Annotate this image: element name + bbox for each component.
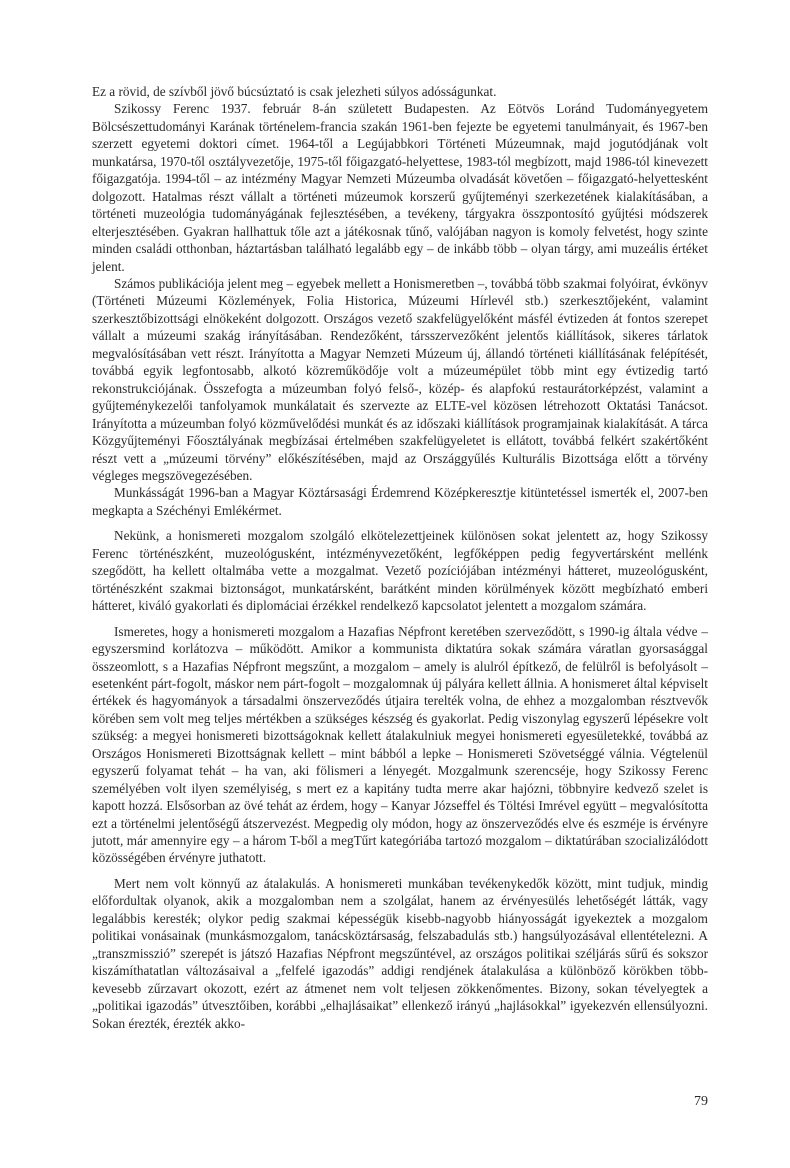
paragraph-reorganization: Ismeretes, hogy a honismereti mozgalom a Hazafias Népfront keretében szerveződött, s 1990-ig általa védve – egyszersmind korlátozva – működött. Amikor a kommunista diktatúra sokak számára váratlan gyorsasággal összeomlott, s a Hazafias Népfront megszűnt, a mozgalom – amely is alulról építkező, de felülről is befolyásolt – esetenként párt-fogolt, máskor nem párt-fogolt – mozgalomnak új pályára kellett állnia. A honismeret által képviselt értékek és hagyományok a társadalmi önszerveződés útjaira terelték volna, de ehhez a mozgalomban résztvevők körében sem volt meg teljes mértékben a szükséges készség és gyakorlat. Pedig viszonylag egyszerű lépésekre volt szükség: a megyei honismereti bizottságoknak kellett átalakulniuk megyei honismereti egyesületekké, továbbá az Országos Honismereti Bizottságnak kellett – mint bábból a lepke – Honismereti Szövetséggé válnia. Végtelenül egyszerű folyamat tehát – ha van, aki fölismeri a lényegét. Mozgalmunk szerencséje, hogy Szikossy Ferenc személyében volt ilyen személyiség, s mert ez a kapitány tudta merre akar hajózni, többnyire kedvező szelet is kapott hozzá. Elsősorban az övé tehát az érdem, hogy – Kanyar Józseffel és Töltési Imrével együtt – megvalósította ezt a történelmi jelentőségű átszervezést. Megpedig oly módon, hogy az önszerveződés elve és eszméje is érvényre jutott, már amennyire egy – a három T-ből a megTűrt kategóriába tartozó mozgalom – diktatúrában szocializálódott közösségében érvényre juthatott. xyxy=(92,623,708,866)
paragraph-biography: Szikossy Ferenc 1937. február 8-án született Budapesten. Az Eötvös Loránd Tudományegyetem Bölcsészettudományi Karának történelem-francia szakán 1961-ben fejezte be egyetemi tanulmányait, és 1967-ben szerzett egyetemi doktori címet. 1964-től a Legújabbkori Történeti Múzeumnak, majd jogutódjának volt munkatársa, 1970-től osztályvezetője, 1975-től főigazgató-helyettese, 1983-tól megbízott, majd 1986-tól kinevezett főigazgatója. 1994-től – az intézmény Magyar Nemzeti Múzeumba olvadását követően – főigazgató-helyettesként dolgozott. Hatalmas részt vállalt a történeti múzeumok korszerű gyűjteményi szerkezetének kialakításában, a történeti muzeológia tudományágának fejlesztésében, a tevékeny, tárgyakra összpontosító gyűjtési módszerek elterjesztésében. Gyakran hallhattuk tőle azt a játékosnak tűnő, valójában nagyon is komoly felvetést, hogy szinte minden családi otthonban, háztartásban található legalább egy – de inkább több – olyan tárgy, ami muzeális értéket jelent. xyxy=(92,101,708,274)
paragraph-transition: Mert nem volt könnyű az átalakulás. A honismereti munkában tevékenykedők között, mint tudjuk, mindig előfordultak olyanok, akik a mozgalomban nem a szolgálat, hanem az érvényesülés lehetőségét látták, vagy legalábbis keresték; olykor pedig szakmai képességük kisebb-nagyobb hiányosságát igyekeztek a mozgalom politikai vonásainak (munkásmozgalom, tanácsköztársaság, felszabadulás stb.) hangsúlyozásával ellentételezni. A „transzmisszió” szerepét is játszó Hazafias Népfront megszűntével, az országos politikai széljárás sűrű és sokszor kiszámíthatatlan változásaival a „felfelé igazodás” addigi rendjének átalakulása a különböző körökben több-kevesebb zűrzavart okozott, ezért az átmenet nem volt teljesen zökkenőmentes. Bizony, sokan tévelyegtek a „politikai igazodás” útvesztőiben, korábbi „elhajlásaikat” ellenkező irányú „hajlásokkal” igyekezvén ellensúlyozni. Sokan érezték, érezték akko- xyxy=(92,875,708,1031)
paragraph-awards: Munkásságát 1996-ban a Magyar Köztársasági Érdemrend Középkeresztje kitüntetéssel ismerték el, 2007-ben megkapta a Széchényi Emlékérmet. xyxy=(92,485,708,518)
paragraph-movement: Nekünk, a honismereti mozgalom szolgáló elkötelezettjeinek különösen sokat jelentett az, hogy Szikossy Ferenc történészként, muzeológusként, intézményvezetőként, legfőképpen pedig fegyvertársként mellénk szegődött, ha kellett oltalmába vette a mozgalmat. Vezető pozíciójában intézményi hátteret, muzeológusként, történészként szakmai biztonságot, munkatársként, barátként minden körülmények között megbízható emberi hátteret, kiváló gyakorlati és diplomáciai érzékkel rendelkező kapcsolatot jelentett a mozgalom számára. xyxy=(92,528,708,614)
page-number: 79 xyxy=(694,1094,708,1109)
text-column xyxy=(92,83,708,1032)
paragraph-publications: Számos publikációja jelent meg – egyebek mellett a Honismeretben –, továbbá több szakmai folyóirat, évkönyv (Történeti Múzeumi Közlemények, Folia Historica, Múzeumi Hírlevél stb.) szerkesztőjeként, valamint szerkesztőbizottsági elnökeként dolgozott. Országos vezető szakfelügyelőként másfél évtizeden át fontos szerepet vállalt a múzeumi szakág irányításában. Rendezőként, társszervezőként jelentős kiállítások, sikeres tárlatok megvalósításában vett részt. Irányította a Magyar Nemzeti Múzeum új, állandó történeti kiállításának felépítését, továbbá egyik legfontosabb, alkotó közreműködője volt a múzeumépület több mint egy évtizedig tartó rekonstrukciójának. Összefogta a múzeumban folyó felső-, közép- és alapfokú restaurátorképzést, valamint a gyűjteménykezelői tanfolyamok munkálatait és szervezte az ELTE-vel közösen létrehozott Oktatási Tanácsot. Irányította a múzeumban folyó közművelődési munkát és az időszaki kiállítások programjainak kialakítását. A tárca Közgyűjteményi Főosztályának megbízásai értelmében szakfelügyeletet is ellátott, továbbá felkért szakértőként részt vett a „múzeumi törvény” előkészítésében, majd az Országgyűlés Kulturális Bizottsága előtt a törvény végleges megszövegezésében. xyxy=(92,275,708,483)
paragraph-farewell: Ez a rövid, de szívből jövő búcsúztató is csak jelezheti súlyos adósságunkat. xyxy=(92,84,497,99)
